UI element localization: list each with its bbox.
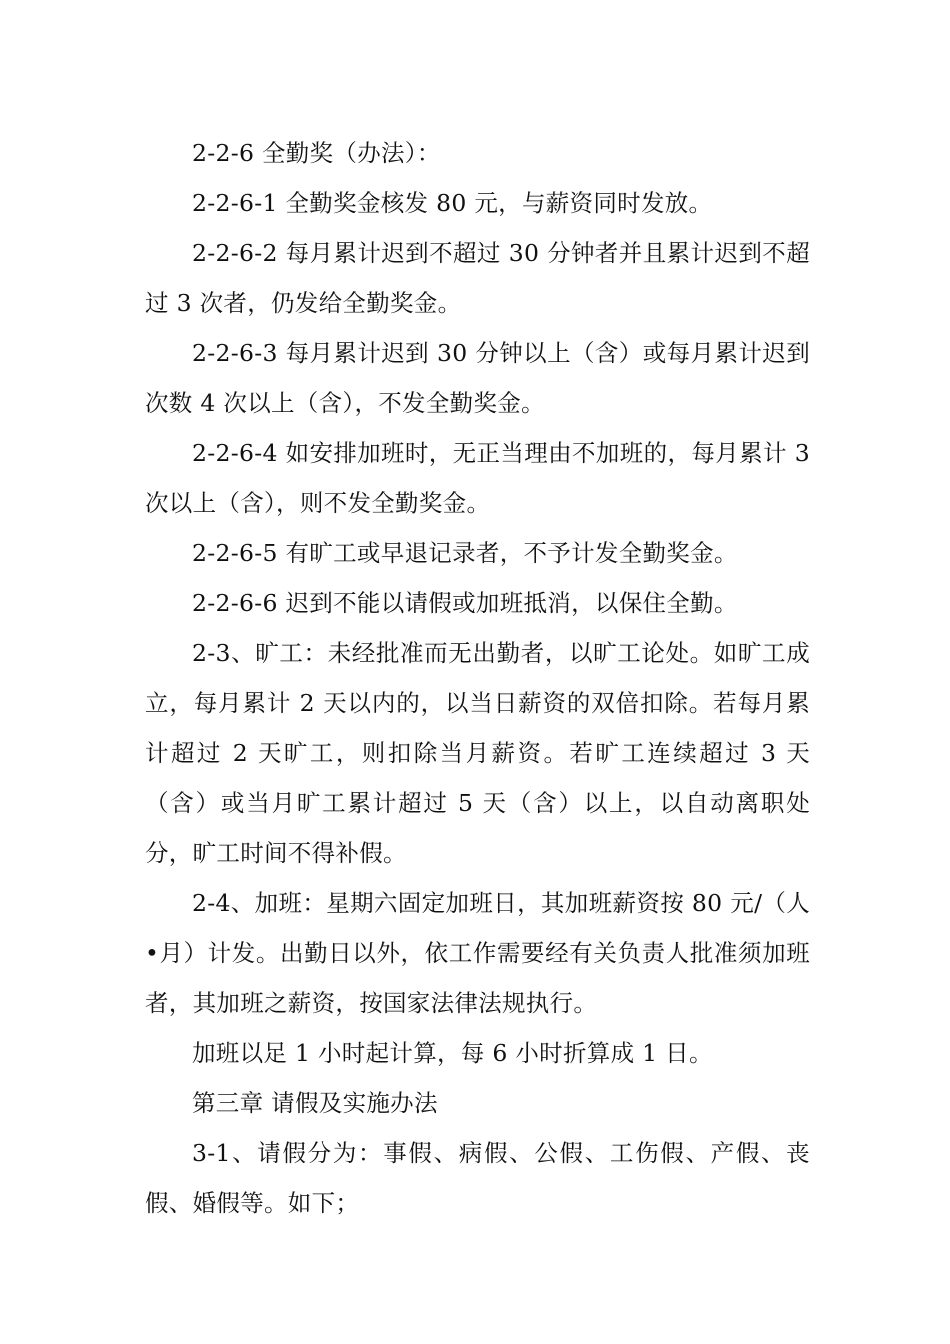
paragraph-2-2-6-5: 2-2-6-5 有旷工或早退记录者，不予计发全勤奖金。: [192, 539, 738, 567]
paragraph-overtime-calculation: 加班以足 1 小时起计算，每 6 小时折算成 1 日。: [192, 1039, 713, 1067]
paragraph-2-2-6-1: 2-2-6-1 全勤奖金核发 80 元，与薪资同时发放。: [192, 189, 713, 217]
document-body: [145, 128, 810, 1228]
paragraph-2-2-6-6: 2-2-6-6 迟到不能以请假或加班抵消，以保住全勤。: [192, 589, 738, 617]
chapter-3-heading: 第三章 请假及实施办法: [192, 1089, 438, 1117]
paragraph-3-1-leave-types: 3-1、请假分为：事假、病假、公假、工伤假、产假、丧假、婚假等。如下；: [145, 1139, 810, 1217]
paragraph-2-4-overtime: 2-4、加班：星期六固定加班日，其加班薪资按 80 元/（人•月）计发。出勤日以外，依工作需要经有关负责人批准须加班者，其加班之薪资，按国家法律法规执行。: [145, 889, 810, 1017]
paragraph-2-2-6-4: 2-2-6-4 如安排加班时，无正当理由不加班的，每月累计 3 次以上（含），则不发全勤奖金。: [145, 439, 810, 517]
paragraph-2-2-6-2: 2-2-6-2 每月累计迟到不超过 30 分钟者并且累计迟到不超过 3 次者，仍发给全勤奖金。: [145, 239, 810, 317]
paragraph-2-3-absence: 2-3、旷工：未经批准而无出勤者，以旷工论处。如旷工成立，每月累计 2 天以内的，以当日薪资的双倍扣除。若每月累计超过 2 天旷工，则扣除当月薪资。若旷工连续超过 3 天（含）或当月旷工累计超过 5 天（含）以上，以自动离职处分，旷工时间不得补假。: [145, 639, 810, 867]
paragraph-2-2-6-3: 2-2-6-3 每月累计迟到 30 分钟以上（含）或每月累计迟到次数 4 次以上（含），不发全勤奖金。: [145, 339, 810, 417]
paragraph-2-2-6-heading: 2-2-6 全勤奖（办法）：: [192, 139, 441, 167]
